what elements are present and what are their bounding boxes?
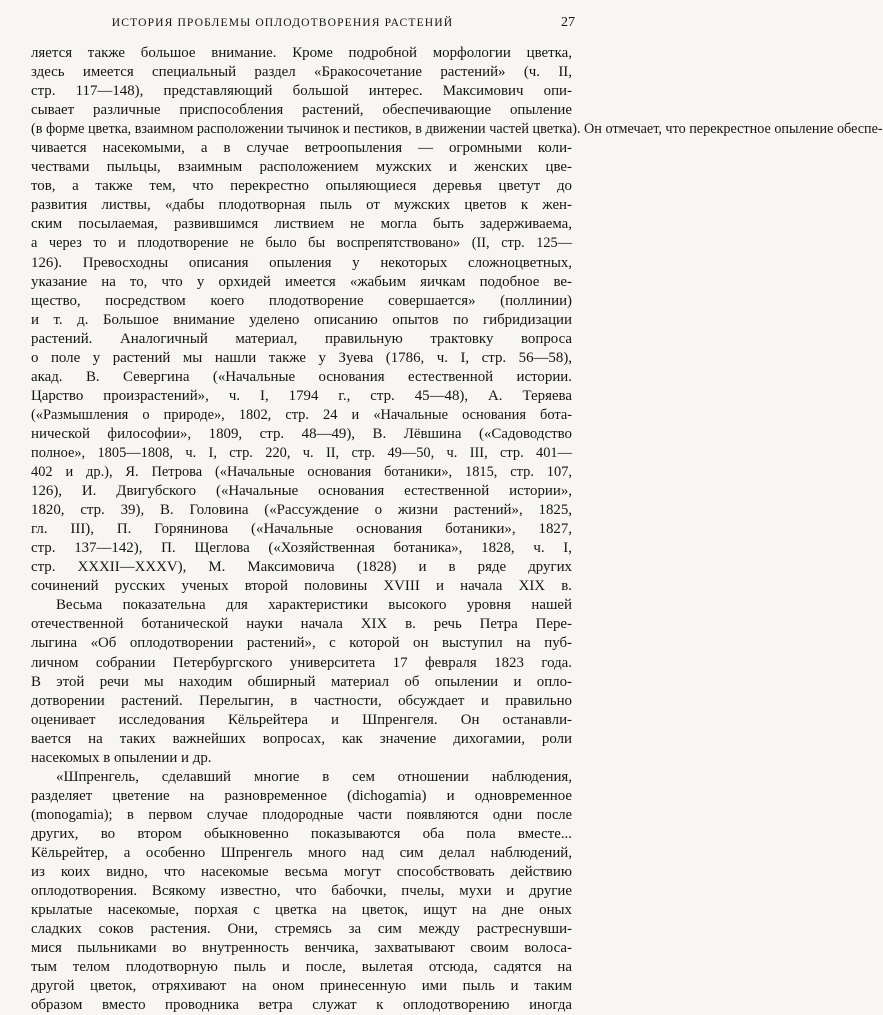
page-header: [30, 16, 575, 36]
text-line: дотворении растений. Перелыгин, в частности, обсуждает и правильно: [31, 692, 572, 709]
text-line: других, во втором обыкновенно показываются оба пола вместе...: [31, 825, 572, 842]
text-line: 1820, стр. 39), В. Головина («Рассуждение о жизни растений», 1825,: [31, 502, 572, 519]
text-line: 126). Превосходны описания опыления у некоторых сложноцветных,: [31, 254, 572, 271]
text-line: оплодотворения. Всякому известно, что бабочки, пчелы, мухи и другие: [31, 883, 572, 900]
text-line: сладких соков растения. Они, стремясь за сим между растреснувши-: [31, 921, 572, 938]
text-line: тов, а также тем, что перекрестно опыляющиеся деревья цветут до: [31, 178, 572, 195]
text-line: чивается насекомыми, а в случае ветроопыления — огромными коли-: [31, 140, 572, 157]
text-line: (в форме цветка, взаимном расположении тычинок и пестиков, в движении частей цветка). Он отмечает, что перекрестное опыление обеспе-: [31, 121, 883, 138]
text-line: растений. Аналогичный материал, правильную трактовку вопроса: [31, 330, 572, 347]
text-line: («Размышления о природе», 1802, стр. 24 и «Начальные основания бота-: [31, 406, 572, 423]
text-line: В этой речи мы находим обширный материал об опылении и опло-: [31, 673, 572, 690]
text-line: сывает различные приспособления растений, обеспечивающие опыление: [31, 102, 572, 119]
text-line: насекомых в опылении и др.: [31, 749, 212, 766]
text-line: а через то и плодотворение не было бы воспрепятствовано» (II, стр. 125—: [31, 235, 572, 252]
text-line: гл. III), П. Горянинова («Начальные основания ботаники», 1827,: [31, 521, 572, 538]
text-line: здесь имеется специальный раздел «Бракосочетание растений» (ч. II,: [31, 64, 572, 81]
text-line: Кёльрейтер, а особенно Шпренгель много над сим делал наблюдений,: [31, 844, 572, 861]
text-line: оценивает исследования Кёльрейтера и Шпренгеля. Он останавли-: [31, 711, 572, 728]
text-line: нической философии», 1809, стр. 48—49), В. Лёвшина («Садоводство: [31, 425, 572, 442]
text-line: 126), И. Двигубского («Начальные основания естественной истории»,: [31, 483, 572, 500]
text-line: сочинений русских ученых второй половины XVIII и начала XIX в.: [31, 578, 572, 595]
text-line: образом вместо проводника ветра служат к оплодотворению иногда: [31, 997, 572, 1014]
text-line: акад. В. Севергина («Начальные основания естественной истории.: [31, 368, 572, 385]
text-line: Царство произрастений», ч. I, 1794 г., стр. 45—48), А. Теряева: [31, 387, 572, 404]
text-line: тым телом плодотворную пыль и после, вылетая отсюда, садятся на: [31, 959, 572, 976]
text-line: лыгина «Об оплодотворении растений», с которой он выступил на пуб-: [31, 635, 572, 652]
text-line: (monogamia); в первом случае плодородные части появляются одни после: [31, 806, 572, 823]
text-line: стр. 117—148), представляющий большой интерес. Максимович опи-: [31, 83, 572, 100]
text-line: из коих видно, что насекомые весьма могут способствовать действию: [31, 864, 572, 881]
text-line: ским посылаемая, развившимся листвием не могла быть задерживаема,: [31, 216, 572, 233]
text-line: 402 и др.), Я. Петрова («Начальные основания ботаники», 1815, стр. 107,: [31, 464, 572, 481]
text-line: ляется также большое внимание. Кроме подробной морфологии цветка,: [31, 45, 572, 61]
text-line: «Шпренгель, сделавший многие в сем отношении наблюдения,: [56, 768, 572, 785]
text-line: Весьма показательна для характеристики высокого уровня нашей: [56, 597, 572, 614]
running-title: ИСТОРИЯ ПРОБЛЕМЫ ОПЛОДОТВОРЕНИЯ РАСТЕНИЙ: [111, 16, 454, 29]
text-line: вается на таких важнейших вопросах, как значение дихогамии, роли: [31, 730, 572, 747]
text-line: другой цветок, отряхивают на оном принесенную ими пыль и таким: [31, 978, 572, 995]
page-number: 27: [561, 15, 575, 30]
text-line: стр. XXXII—XXXV), М. Максимовича (1828) и в ряде других: [31, 559, 572, 576]
text-line: разделяет цветение на разновременное (dichogamia) и одновременное: [31, 787, 572, 804]
text-line: развития листвы, «дабы плодотворная пыль от мужских цветов к жен-: [31, 197, 572, 214]
text-line: полное», 1805—1808, ч. I, стр. 220, ч. II, стр. 49—50, ч. III, стр. 401—: [31, 444, 572, 461]
text-line: личном собрании Петербургского университета 17 февраля 1823 года.: [31, 654, 572, 671]
text-line: указание на то, что у орхидей имеется «жабьим яичкам подобное ве-: [31, 273, 572, 290]
text-line: крылатые насекомые, порхая с цветка на цветок, ищут на дне оных: [31, 902, 572, 919]
text-line: и т. д. Большое внимание уделено описанию опытов по гибридизации: [31, 311, 572, 328]
text-line: щество, посредством коего плодотворение совершается» (поллинии): [31, 292, 572, 309]
text-line: мися пыльниками во внутренность венчика, захватывают своим волоса-: [31, 940, 572, 957]
text-line: стр. 137—142), П. Щеглова («Хозяйственная ботаника», 1828, ч. I,: [31, 540, 572, 557]
text-line: о поле у растений мы нашли также у Зуева (1786, ч. I, стр. 56—58),: [31, 349, 572, 366]
body-text: [31, 44, 883, 1015]
text-line: отечественной ботанической науки начала XIX в. речь Петра Пере-: [31, 616, 572, 633]
text-line: чествами пыльцы, взаимным расположением мужских и женских цве-: [31, 159, 572, 176]
